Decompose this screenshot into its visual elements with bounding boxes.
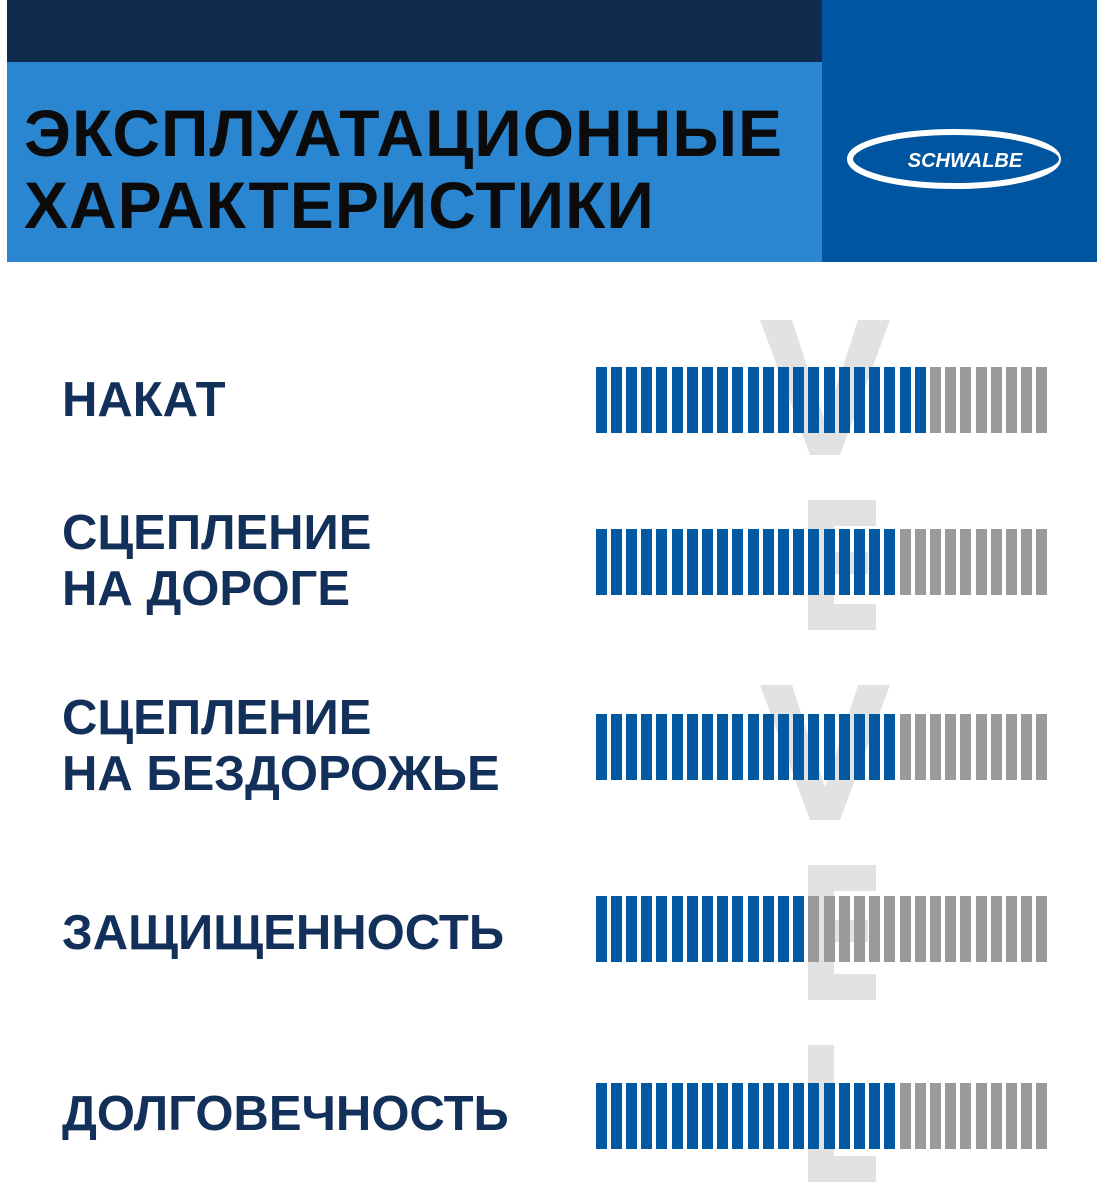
- bar-segment-empty: [900, 529, 911, 595]
- bar-segment-filled: [596, 529, 607, 595]
- bar-segment-empty: [1021, 714, 1032, 780]
- bar-segment-empty: [915, 714, 926, 780]
- bar-segment-empty: [960, 714, 971, 780]
- bar-segment-filled: [611, 714, 622, 780]
- bar-segment-empty: [839, 896, 850, 962]
- bar-segment-empty: [1006, 714, 1017, 780]
- bar-segment-filled: [778, 1083, 789, 1149]
- bar-segment-filled: [672, 714, 683, 780]
- rating-label-offroad-grip: СЦЕПЛЕНИЕ НА БЕЗДОРОЖЬЕ: [62, 691, 500, 801]
- rating-bar-protection: [596, 896, 1046, 962]
- bar-segment-empty: [976, 529, 987, 595]
- schwalbe-logo: [847, 128, 1062, 190]
- bar-segment-filled: [869, 714, 880, 780]
- bar-segment-empty: [824, 896, 835, 962]
- bar-segment-filled: [732, 714, 743, 780]
- rating-bar-durability: [596, 1083, 1046, 1149]
- bar-segment-empty: [945, 1083, 956, 1149]
- bar-segment-empty: [1036, 714, 1047, 780]
- bar-segment-empty: [960, 1083, 971, 1149]
- bar-segment-empty: [930, 529, 941, 595]
- bar-segment-filled: [763, 367, 774, 433]
- bar-segment-filled: [732, 367, 743, 433]
- bar-segment-filled: [656, 1083, 667, 1149]
- bar-segment-filled: [839, 1083, 850, 1149]
- bar-segment-empty: [945, 714, 956, 780]
- bar-segment-filled: [687, 367, 698, 433]
- bar-segment-filled: [778, 896, 789, 962]
- bar-segment-filled: [702, 529, 713, 595]
- bar-segment-filled: [732, 529, 743, 595]
- bar-segment-filled: [611, 529, 622, 595]
- bar-segment-filled: [717, 367, 728, 433]
- bar-segment-filled: [915, 367, 926, 433]
- bar-segment-empty: [900, 896, 911, 962]
- bar-segment-empty: [915, 529, 926, 595]
- rating-label-road-grip: СЦЕПЛЕНИЕ НА ДОРОГЕ: [62, 506, 372, 616]
- rating-label-durability: ДОЛГОВЕЧНОСТЬ: [62, 1087, 509, 1141]
- bar-segment-empty: [900, 1083, 911, 1149]
- bar-segment-filled: [626, 529, 637, 595]
- bar-segment-filled: [611, 1083, 622, 1149]
- bar-segment-empty: [991, 714, 1002, 780]
- bar-segment-filled: [793, 529, 804, 595]
- bar-segment-filled: [748, 714, 759, 780]
- bar-segment-filled: [656, 714, 667, 780]
- bar-segment-filled: [596, 1083, 607, 1149]
- bar-segment-filled: [626, 367, 637, 433]
- bar-segment-filled: [656, 896, 667, 962]
- bar-segment-empty: [869, 896, 880, 962]
- bar-segment-filled: [611, 896, 622, 962]
- page-title-line-2: ХАРАКТЕРИСТИКИ: [24, 168, 655, 242]
- page-title-line-1: ЭКСПЛУАТАЦИОННЫЕ: [24, 96, 784, 170]
- bar-segment-filled: [884, 367, 895, 433]
- bar-segment-filled: [839, 714, 850, 780]
- bar-segment-filled: [748, 1083, 759, 1149]
- bar-segment-filled: [687, 714, 698, 780]
- bar-segment-filled: [808, 529, 819, 595]
- bar-segment-filled: [778, 529, 789, 595]
- bar-segment-empty: [900, 714, 911, 780]
- bar-segment-empty: [945, 896, 956, 962]
- bar-segment-filled: [626, 1083, 637, 1149]
- bar-segment-empty: [991, 1083, 1002, 1149]
- bar-segment-empty: [1021, 1083, 1032, 1149]
- bar-segment-filled: [672, 896, 683, 962]
- bar-segment-filled: [824, 367, 835, 433]
- bar-segment-empty: [1036, 896, 1047, 962]
- bar-segment-filled: [611, 367, 622, 433]
- bar-segment-filled: [656, 367, 667, 433]
- bar-segment-filled: [748, 896, 759, 962]
- bar-segment-empty: [960, 529, 971, 595]
- bar-segment-empty: [1006, 1083, 1017, 1149]
- bar-segment-filled: [641, 529, 652, 595]
- bar-segment-empty: [991, 367, 1002, 433]
- bar-segment-empty: [945, 367, 956, 433]
- bar-segment-empty: [1021, 529, 1032, 595]
- bar-segment-empty: [976, 1083, 987, 1149]
- bar-segment-empty: [930, 1083, 941, 1149]
- bar-segment-filled: [839, 367, 850, 433]
- bar-segment-empty: [930, 367, 941, 433]
- bar-segment-filled: [641, 367, 652, 433]
- bar-segment-filled: [854, 367, 865, 433]
- bar-segment-filled: [687, 529, 698, 595]
- bar-segment-filled: [793, 1083, 804, 1149]
- bar-segment-empty: [976, 896, 987, 962]
- rating-label-protection: ЗАЩИЩЕННОСТЬ: [62, 906, 505, 960]
- bar-segment-filled: [884, 1083, 895, 1149]
- bar-segment-empty: [1006, 367, 1017, 433]
- bar-segment-filled: [884, 714, 895, 780]
- bar-segment-filled: [778, 714, 789, 780]
- bar-segment-empty: [1006, 896, 1017, 962]
- bar-segment-filled: [824, 1083, 835, 1149]
- bar-segment-filled: [596, 896, 607, 962]
- bar-segment-filled: [656, 529, 667, 595]
- bar-segment-filled: [748, 367, 759, 433]
- bar-segment-filled: [626, 896, 637, 962]
- logo-text: SCHWALBE: [907, 150, 1023, 172]
- bar-segment-filled: [732, 1083, 743, 1149]
- bar-segment-empty: [960, 367, 971, 433]
- bar-segment-empty: [960, 896, 971, 962]
- bar-segment-filled: [778, 367, 789, 433]
- bar-segment-filled: [717, 1083, 728, 1149]
- rating-label-rolling: НАКАТ: [62, 373, 226, 427]
- bar-segment-empty: [930, 896, 941, 962]
- bar-segment-filled: [869, 367, 880, 433]
- bar-segment-filled: [793, 896, 804, 962]
- bar-segment-empty: [930, 714, 941, 780]
- bar-segment-empty: [1021, 896, 1032, 962]
- header-top-band: [7, 0, 822, 62]
- bar-segment-filled: [793, 367, 804, 433]
- rating-bar-offroad-grip: [596, 714, 1046, 780]
- bar-segment-filled: [596, 714, 607, 780]
- bar-segment-filled: [793, 714, 804, 780]
- bar-segment-filled: [854, 529, 865, 595]
- bar-segment-empty: [854, 896, 865, 962]
- bar-segment-empty: [1036, 367, 1047, 433]
- bar-segment-filled: [884, 529, 895, 595]
- bar-segment-empty: [1036, 1083, 1047, 1149]
- bar-segment-filled: [702, 1083, 713, 1149]
- bar-segment-filled: [702, 896, 713, 962]
- bar-segment-filled: [763, 529, 774, 595]
- bar-segment-empty: [1006, 529, 1017, 595]
- bar-segment-filled: [702, 714, 713, 780]
- rating-bar-rolling: [596, 367, 1046, 433]
- bar-segment-filled: [808, 714, 819, 780]
- bar-segment-filled: [641, 714, 652, 780]
- bar-segment-filled: [869, 529, 880, 595]
- bar-segment-filled: [824, 714, 835, 780]
- bar-segment-empty: [1036, 529, 1047, 595]
- bar-segment-filled: [672, 529, 683, 595]
- bar-segment-filled: [702, 367, 713, 433]
- bar-segment-filled: [854, 1083, 865, 1149]
- bar-segment-empty: [945, 529, 956, 595]
- bar-segment-filled: [900, 367, 911, 433]
- bar-segment-filled: [672, 367, 683, 433]
- bar-segment-filled: [717, 714, 728, 780]
- bar-segment-empty: [976, 367, 987, 433]
- bar-segment-filled: [839, 529, 850, 595]
- bar-segment-filled: [869, 1083, 880, 1149]
- bar-segment-empty: [884, 896, 895, 962]
- bar-segment-filled: [687, 896, 698, 962]
- bar-segment-filled: [732, 896, 743, 962]
- bar-segment-empty: [976, 714, 987, 780]
- bar-segment-filled: [854, 714, 865, 780]
- bar-segment-filled: [672, 1083, 683, 1149]
- bar-segment-filled: [687, 1083, 698, 1149]
- bar-segment-empty: [991, 896, 1002, 962]
- bar-segment-filled: [717, 529, 728, 595]
- bar-segment-filled: [763, 1083, 774, 1149]
- bar-segment-filled: [641, 1083, 652, 1149]
- bar-segment-filled: [763, 896, 774, 962]
- bar-segment-filled: [763, 714, 774, 780]
- bar-segment-filled: [596, 367, 607, 433]
- bar-segment-filled: [626, 714, 637, 780]
- bar-segment-empty: [991, 529, 1002, 595]
- bar-segment-filled: [717, 896, 728, 962]
- rating-bar-road-grip: [596, 529, 1046, 595]
- bar-segment-empty: [915, 896, 926, 962]
- bar-segment-filled: [808, 367, 819, 433]
- bar-segment-filled: [808, 1083, 819, 1149]
- bar-segment-empty: [1021, 367, 1032, 433]
- bar-segment-filled: [641, 896, 652, 962]
- bar-segment-filled: [824, 529, 835, 595]
- bar-segment-filled: [748, 529, 759, 595]
- bar-segment-empty: [915, 1083, 926, 1149]
- bar-segment-empty: [808, 896, 819, 962]
